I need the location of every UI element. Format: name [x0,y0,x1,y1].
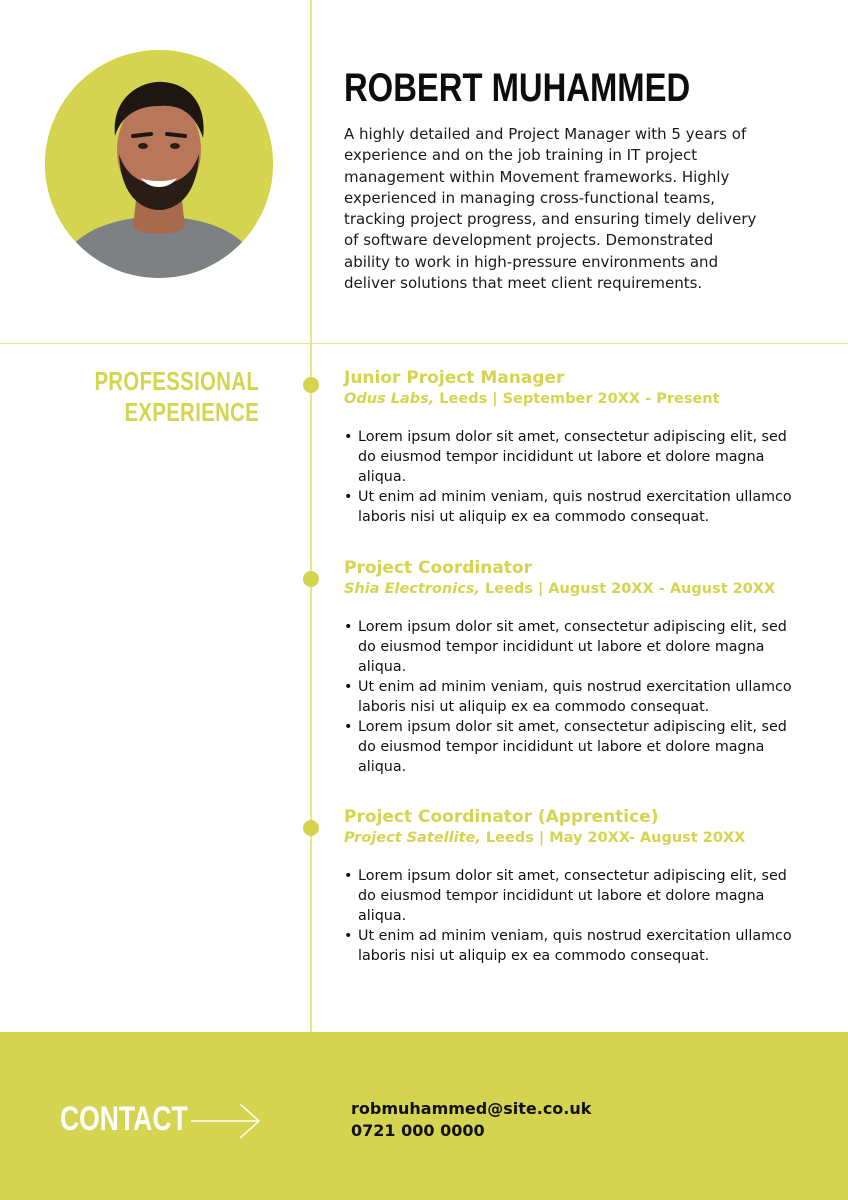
job-entry [344,806,804,966]
contact-info [351,1098,591,1142]
contact-phone[interactable]: 0721 000 0000 [351,1121,485,1140]
job-bullet [344,427,804,487]
job-company: Odus Labs, [344,391,435,407]
job-bullet-list [344,866,804,966]
job-bullet [344,866,804,926]
job-bullet-text: Ut enim ad minim veniam, quis nostrud exercitation ullamco laboris nisi ut aliquip ex ea commodo consequat. [358,489,792,525]
job-bullet-text: Lorem ipsum dolor sit amet, consectetur adipiscing elit, sed do eiusmod tempor incididunt ut labore et dolore magna aliqua. [358,619,787,675]
arrow-right-icon [190,1102,262,1140]
timeline-dot [303,377,319,393]
job-bullet-text: Lorem ipsum dolor sit amet, consectetur adipiscing elit, sed do eiusmod tempor incididunt ut labore et dolore magna aliqua. [358,719,787,775]
job-bullet-text: Lorem ipsum dolor sit amet, consectetur adipiscing elit, sed do eiusmod tempor incididunt ut labore et dolore magna aliqua. [358,429,787,485]
job-meta [344,389,804,409]
job-details: Leeds | September 20XX - Present [434,391,720,407]
header-horizontal-divider [0,343,848,344]
job-bullet [344,487,804,527]
job-bullet-text: Ut enim ad minim veniam, quis nostrud exercitation ullamco laboris nisi ut aliquip ex ea commodo consequat. [358,679,792,715]
job-bullet-text: Lorem ipsum dolor sit amet, consectetur adipiscing elit, sed do eiusmod tempor incididunt ut labore et dolore magna aliqua. [358,868,787,924]
job-meta [344,579,804,599]
job-bullet [344,926,804,966]
job-company: Project Satellite, [344,830,481,846]
bullet-icon: • [344,679,353,695]
job-details: Leeds | May 20XX- August 20XX [480,830,746,846]
job-title: Project Coordinator (Apprentice) [344,807,659,827]
job-bullet-text: Ut enim ad minim veniam, quis nostrud exercitation ullamco laboris nisi ut aliquip ex ea commodo consequat. [358,928,792,964]
candidate-name: ROBERT MUHAMMED [344,66,691,110]
contact-email[interactable]: robmuhammed@site.co.uk [351,1099,592,1118]
profile-summary: A highly detailed and Project Manager with 5 years of experience and on the job training in IT project management within Movement frameworks. Highly experienced in managing cross-functional teams, tracking project progress, and ensuring timely delivery of software development projects. Demonstrated ability to work in high-pressure environments and deliver solutions that meet client requirements. [344,125,757,293]
job-title: Junior Project Manager [344,368,565,388]
job-bullet [344,617,804,677]
job-bullet [344,717,804,777]
bullet-icon: • [344,868,353,884]
job-bullet [344,677,804,717]
job-title: Project Coordinator [344,558,532,578]
job-meta [344,828,804,848]
bullet-icon: • [344,619,353,635]
job-entry [344,367,804,527]
bullet-icon: • [344,429,353,445]
bullet-icon: • [344,489,353,505]
job-bullet-list [344,617,804,777]
contact-title: CONTACT [60,1100,188,1138]
job-entry [344,557,804,777]
section-title-experience [94,366,259,428]
section-title-line-2: EXPERIENCE [124,397,260,427]
job-bullet-list [344,427,804,527]
job-company: Shia Electronics, [344,581,480,597]
job-details: Leeds | August 20XX - August 20XX [479,581,776,597]
bullet-icon: • [344,928,353,944]
profile-photo [45,50,273,278]
section-title-line-1: PROFESSIONAL [94,366,259,396]
bullet-icon: • [344,719,353,735]
timeline-dot [303,820,319,836]
profile-photo-illustration [45,50,273,278]
timeline-vertical-divider [310,0,312,1032]
timeline-dot [303,571,319,587]
